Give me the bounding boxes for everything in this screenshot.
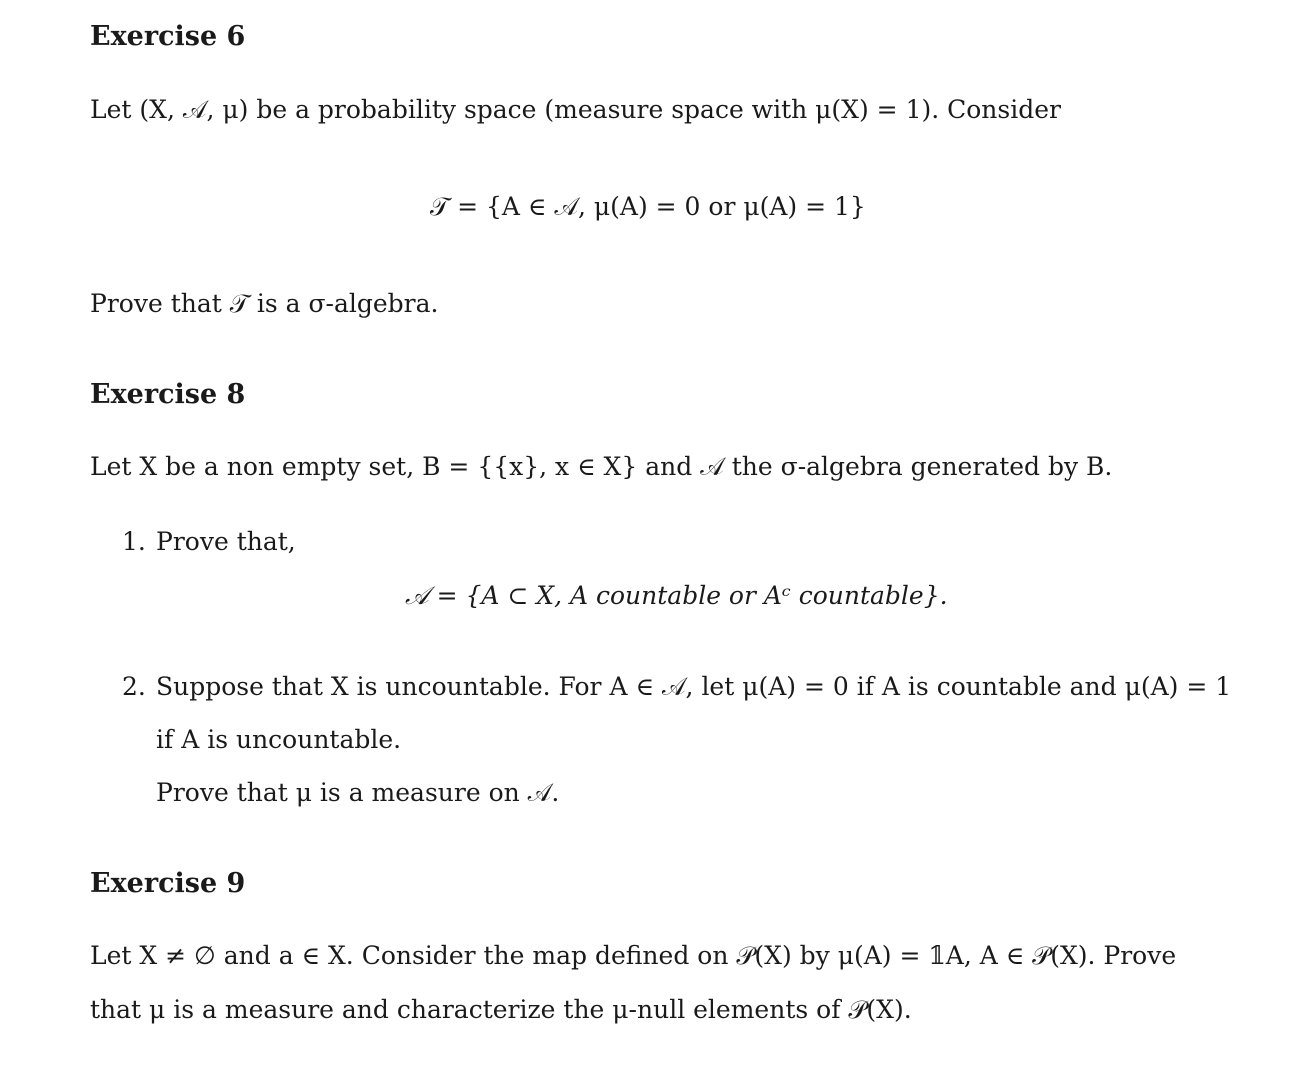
exercise-8-item-1: Prove that, — [156, 527, 296, 556]
list-item-label: 1. — [122, 527, 146, 556]
exercise-8-intro: Let X be a non empty set, B = {{x}, x ∈ X} and 𝒜 the σ-algebra generated by B. — [90, 452, 1113, 481]
exercise-8-item-2-line-1: Suppose that X is uncountable. For A ∈ 𝒜, let μ(A) = 0 if A is countable and μ(A) = 1 — [156, 672, 1232, 701]
exercise-8-item-2-line-3: Prove that μ is a measure on 𝒜. — [156, 778, 560, 807]
list-item-label: 2. — [122, 672, 146, 701]
exercise-8-item-1-formula: 𝒜 = {A ⊂ X, A countable or Aᶜ countable}. — [405, 581, 948, 610]
exercise-8-heading: Exercise 8 — [90, 379, 246, 410]
exercise-6-formula: 𝒯 = {A ∈ 𝒜, μ(A) = 0 or μ(A) = 1} — [430, 192, 866, 221]
exercise-6-heading: Exercise 6 — [90, 21, 246, 52]
exercise-9-line-2: that μ is a measure and characterize the μ-null elements of 𝒫(X). — [90, 995, 912, 1024]
exercise-9-line-1: Let X ≠ ∅ and a ∈ X. Consider the map defined on 𝒫(X) by μ(A) = 𝟙A, A ∈ 𝒫(X). Prove — [90, 941, 1177, 970]
exercise-6-intro: Let (X, 𝒜, μ) be a probability space (measure space with μ(X) = 1). Consider — [90, 95, 1061, 124]
exercise-6-task: Prove that 𝒯 is a σ-algebra. — [90, 289, 439, 318]
exercise-8-item-2-line-2: if A is uncountable. — [156, 725, 402, 754]
exercise-9-heading: Exercise 9 — [90, 868, 246, 899]
